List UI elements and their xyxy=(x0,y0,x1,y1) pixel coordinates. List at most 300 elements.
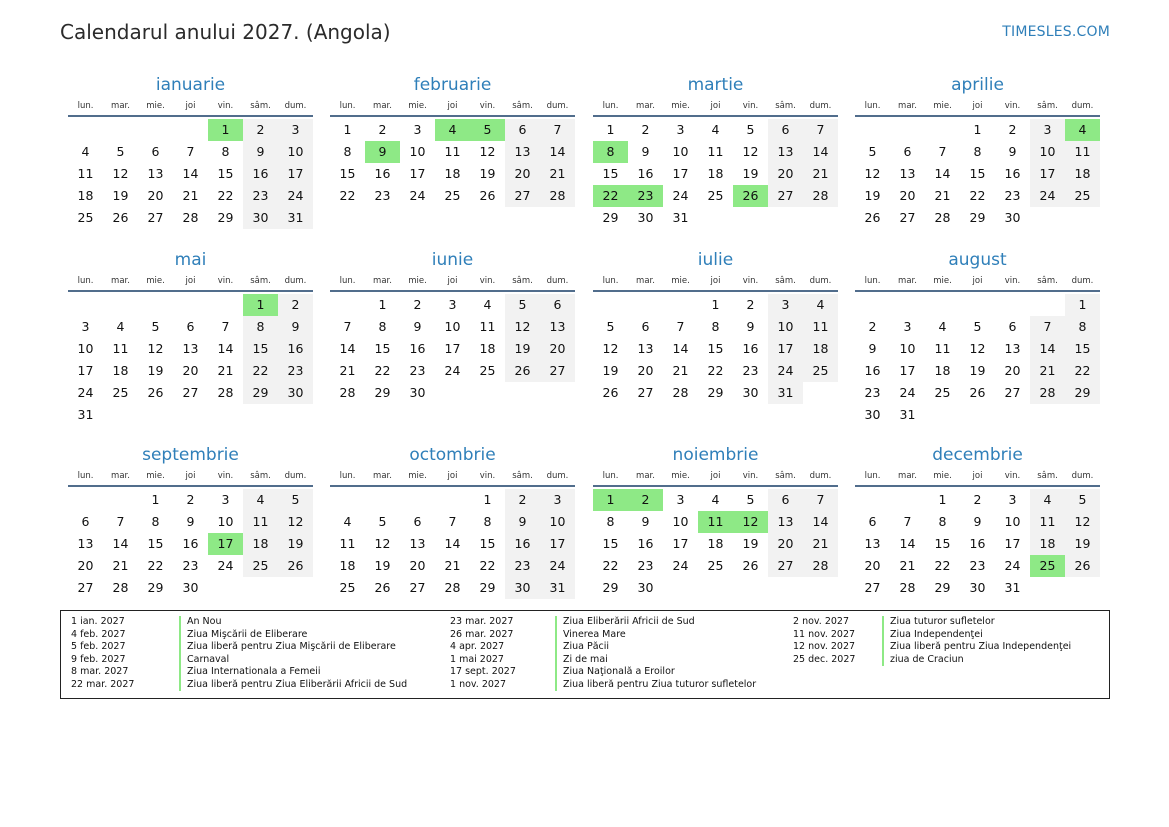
day-cell: 12 xyxy=(479,144,496,159)
day-cell: 22 xyxy=(602,558,619,573)
day-cell: 15 xyxy=(217,166,234,181)
day-cell: 11 xyxy=(444,144,461,159)
day-cell: 12 xyxy=(112,166,129,181)
day-cell: 23 xyxy=(505,555,540,577)
day-cell: 17 xyxy=(208,533,243,555)
weekday-label: sâm. xyxy=(250,276,271,286)
month-title: septembrie xyxy=(142,445,239,465)
days-grid xyxy=(593,487,838,599)
day-cell: 18 xyxy=(1065,163,1100,185)
day-cell: 21 xyxy=(217,363,234,378)
month-ianuarie xyxy=(68,72,313,229)
day-cell: 25 xyxy=(444,188,461,203)
day-cell: 5 xyxy=(470,119,505,141)
legend-holiday-name: Ziua liberă pentru Ziua Eliberării Africii de Sud xyxy=(179,679,407,692)
day-cell: 27 xyxy=(409,580,426,595)
day-cell: 16 xyxy=(637,536,654,551)
weekday-header xyxy=(330,98,575,117)
month-title: februarie xyxy=(413,75,492,95)
day-cell: 10 xyxy=(409,144,426,159)
day-cell: 20 xyxy=(182,363,199,378)
day-cell: 6 xyxy=(1008,319,1017,334)
day-cell: 18 xyxy=(444,166,461,181)
legend-date: 1 nov. 2027 xyxy=(450,678,506,690)
day-cell: 27 xyxy=(505,185,540,207)
empty-cell xyxy=(663,294,698,316)
weekday-label: mar. xyxy=(373,471,392,481)
weekday-label: joi xyxy=(710,471,721,481)
legend-date: 9 feb. 2027 xyxy=(71,653,126,665)
day-cell: 22 xyxy=(1065,360,1100,382)
day-cell: 2 xyxy=(641,122,650,137)
day-cell: 24 xyxy=(217,558,234,573)
weekday-label: dum. xyxy=(546,276,569,286)
empty-cell xyxy=(995,294,1030,316)
legend-holiday-name: Ziua Independenţei xyxy=(882,629,1071,642)
day-cell: 10 xyxy=(1004,514,1021,529)
day-cell: 21 xyxy=(899,558,916,573)
month-iunie xyxy=(330,247,575,404)
day-cell: 9 xyxy=(641,144,650,159)
legend-dates-column xyxy=(71,616,134,691)
weekday-label: dum. xyxy=(284,471,307,481)
day-cell: 30 xyxy=(182,580,199,595)
weekday-header xyxy=(68,468,313,487)
month-title: aprilie xyxy=(951,75,1004,95)
day-cell: 4 xyxy=(483,297,492,312)
weekday-label: mar. xyxy=(111,101,130,111)
day-cell: 19 xyxy=(742,536,759,551)
empty-cell xyxy=(400,489,435,511)
day-cell: 7 xyxy=(938,144,947,159)
day-cell: 17 xyxy=(1030,163,1065,185)
weekday-label: lun. xyxy=(339,276,356,286)
day-cell: 25 xyxy=(243,555,278,577)
day-cell: 16 xyxy=(409,341,426,356)
day-cell: 7 xyxy=(803,489,838,511)
day-cell: 25 xyxy=(707,188,724,203)
month-septembrie xyxy=(68,442,313,599)
day-cell: 17 xyxy=(409,166,426,181)
day-cell: 12 xyxy=(278,511,313,533)
empty-cell xyxy=(173,119,208,141)
weekday-label: joi xyxy=(447,276,458,286)
day-cell: 14 xyxy=(672,341,689,356)
day-cell: 22 xyxy=(969,188,986,203)
day-cell: 4 xyxy=(243,489,278,511)
day-cell: 10 xyxy=(540,511,575,533)
day-cell: 28 xyxy=(182,210,199,225)
day-cell: 2 xyxy=(868,319,877,334)
day-cell: 26 xyxy=(602,385,619,400)
legend-date: 22 mar. 2027 xyxy=(71,678,135,690)
day-cell: 17 xyxy=(278,163,313,185)
day-cell: 2 xyxy=(243,119,278,141)
month-mai xyxy=(68,247,313,426)
legend-date: 8 mar. 2027 xyxy=(71,666,129,677)
day-cell: 21 xyxy=(112,558,129,573)
day-cell: 23 xyxy=(374,188,391,203)
day-cell: 1 xyxy=(378,297,387,312)
weekday-label: sâm. xyxy=(250,471,271,481)
day-cell: 20 xyxy=(409,558,426,573)
legend-holiday-name: Ziua Mişcării de Eliberare xyxy=(179,629,407,642)
day-cell: 14 xyxy=(899,536,916,551)
empty-cell xyxy=(138,119,173,141)
day-cell: 31 xyxy=(278,207,313,229)
day-cell: 23 xyxy=(182,558,199,573)
empty-cell xyxy=(890,489,925,511)
day-cell: 21 xyxy=(1030,360,1065,382)
day-cell: 31 xyxy=(672,210,689,225)
day-cell: 1 xyxy=(1065,294,1100,316)
weekday-label: vin. xyxy=(479,471,496,481)
legend-date: 2 nov. 2027 xyxy=(793,616,849,627)
day-cell: 14 xyxy=(112,536,129,551)
day-cell: 26 xyxy=(505,360,540,382)
month-title: ianuarie xyxy=(155,75,226,95)
day-cell: 7 xyxy=(221,319,230,334)
empty-cell xyxy=(138,294,173,316)
day-cell: 20 xyxy=(864,558,881,573)
days-grid xyxy=(855,292,1100,426)
weekday-label: joi xyxy=(185,276,196,286)
day-cell: 9 xyxy=(505,511,540,533)
day-cell: 18 xyxy=(479,341,496,356)
day-cell: 3 xyxy=(221,492,230,507)
day-cell: 26 xyxy=(733,185,768,207)
day-cell: 24 xyxy=(1004,558,1021,573)
day-cell: 30 xyxy=(278,382,313,404)
day-cell: 2 xyxy=(278,294,313,316)
day-cell: 9 xyxy=(186,514,195,529)
day-cell: 22 xyxy=(217,188,234,203)
weekday-label: joi xyxy=(447,471,458,481)
day-cell: 27 xyxy=(768,185,803,207)
day-cell: 16 xyxy=(182,536,199,551)
weekday-label: mar. xyxy=(111,276,130,286)
empty-cell xyxy=(925,294,960,316)
day-cell: 22 xyxy=(374,363,391,378)
day-cell: 24 xyxy=(77,385,94,400)
weekday-label: vin. xyxy=(742,276,759,286)
day-cell: 15 xyxy=(934,536,951,551)
day-cell: 23 xyxy=(243,185,278,207)
legend-names-column xyxy=(179,616,407,691)
day-cell: 7 xyxy=(343,319,352,334)
weekday-label: mar. xyxy=(898,471,917,481)
day-cell: 21 xyxy=(803,163,838,185)
day-cell: 14 xyxy=(444,536,461,551)
day-cell: 18 xyxy=(707,536,724,551)
month-title: iulie xyxy=(697,250,734,270)
weekday-label: sâm. xyxy=(512,276,533,286)
day-cell: 26 xyxy=(112,210,129,225)
day-cell: 30 xyxy=(409,385,426,400)
day-cell: 22 xyxy=(479,558,496,573)
day-cell: 28 xyxy=(672,385,689,400)
day-cell: 6 xyxy=(151,144,160,159)
day-cell: 8 xyxy=(378,319,387,334)
day-cell: 12 xyxy=(864,166,881,181)
day-cell: 16 xyxy=(742,341,759,356)
day-cell: 27 xyxy=(540,360,575,382)
holiday-legend xyxy=(60,610,1110,699)
legend-holiday-name: ziua de Craciun xyxy=(882,654,1071,667)
day-cell: 21 xyxy=(182,188,199,203)
day-cell: 30 xyxy=(637,580,654,595)
month-februarie xyxy=(330,72,575,207)
day-cell: 13 xyxy=(505,141,540,163)
day-cell: 31 xyxy=(1004,580,1021,595)
day-cell: 2 xyxy=(378,122,387,137)
day-cell: 3 xyxy=(676,122,685,137)
weekday-header xyxy=(855,98,1100,117)
day-cell: 9 xyxy=(973,514,982,529)
day-cell: 4 xyxy=(1065,119,1100,141)
day-cell: 10 xyxy=(672,514,689,529)
weekday-label: sâm. xyxy=(775,276,796,286)
day-cell: 27 xyxy=(637,385,654,400)
day-cell: 7 xyxy=(448,514,457,529)
day-cell: 22 xyxy=(339,188,356,203)
weekday-label: joi xyxy=(972,101,983,111)
day-cell: 19 xyxy=(112,188,129,203)
empty-cell xyxy=(365,489,400,511)
month-title: martie xyxy=(687,75,744,95)
day-cell: 18 xyxy=(243,533,278,555)
day-cell: 24 xyxy=(409,188,426,203)
legend-holiday-name: Ziua Eliberării Africii de Sud xyxy=(555,616,756,629)
month-title: august xyxy=(948,250,1007,270)
day-cell: 23 xyxy=(278,360,313,382)
weekday-header xyxy=(330,273,575,292)
day-cell: 17 xyxy=(1004,536,1021,551)
day-cell: 22 xyxy=(593,185,628,207)
day-cell: 9 xyxy=(243,141,278,163)
day-cell: 9 xyxy=(1008,144,1017,159)
day-cell: 16 xyxy=(243,163,278,185)
legend-date: 1 ian. 2027 xyxy=(71,616,125,627)
day-cell: 25 xyxy=(707,558,724,573)
day-cell: 20 xyxy=(505,163,540,185)
weekday-label: vin. xyxy=(479,276,496,286)
weekday-label: lun. xyxy=(602,276,619,286)
days-grid xyxy=(330,487,575,599)
day-cell: 18 xyxy=(339,558,356,573)
legend-dates-column xyxy=(450,616,516,691)
day-cell: 8 xyxy=(151,514,160,529)
legend-holiday-name: Ziua tuturor sufletelor xyxy=(882,616,1071,629)
day-cell: 10 xyxy=(899,341,916,356)
day-cell: 6 xyxy=(186,319,195,334)
empty-cell xyxy=(208,294,243,316)
weekday-label: sâm. xyxy=(250,101,271,111)
day-cell: 22 xyxy=(147,558,164,573)
day-cell: 31 xyxy=(77,407,94,422)
day-cell: 11 xyxy=(698,511,733,533)
day-cell: 24 xyxy=(1030,185,1065,207)
day-cell: 11 xyxy=(1030,511,1065,533)
month-iulie xyxy=(593,247,838,404)
day-cell: 2 xyxy=(973,492,982,507)
weekday-label: vin. xyxy=(1004,471,1021,481)
day-cell: 23 xyxy=(969,558,986,573)
day-cell: 19 xyxy=(742,166,759,181)
weekday-label: vin. xyxy=(1004,276,1021,286)
weekday-label: mie. xyxy=(671,471,690,481)
day-cell: 22 xyxy=(243,360,278,382)
brand-link[interactable]: TIMESLES.COM xyxy=(1002,24,1110,40)
day-cell: 17 xyxy=(672,166,689,181)
weekday-header xyxy=(330,468,575,487)
legend-dates-column xyxy=(793,616,855,666)
day-cell: 4 xyxy=(1030,489,1065,511)
day-cell: 12 xyxy=(505,316,540,338)
day-cell: 5 xyxy=(151,319,160,334)
day-cell: 14 xyxy=(1030,338,1065,360)
day-cell: 29 xyxy=(147,580,164,595)
weekday-label: mie. xyxy=(146,101,165,111)
legend-names-column xyxy=(882,616,1071,666)
day-cell: 21 xyxy=(672,363,689,378)
weekday-label: dum. xyxy=(809,101,832,111)
day-cell: 10 xyxy=(1030,141,1065,163)
month-title: mai xyxy=(174,250,207,270)
month-decembrie xyxy=(855,442,1100,599)
day-cell: 11 xyxy=(479,319,496,334)
day-cell: 2 xyxy=(186,492,195,507)
day-cell: 27 xyxy=(899,210,916,225)
day-cell: 6 xyxy=(868,514,877,529)
day-cell: 20 xyxy=(1004,363,1021,378)
day-cell: 18 xyxy=(803,338,838,360)
day-cell: 19 xyxy=(864,188,881,203)
day-cell: 13 xyxy=(864,536,881,551)
day-cell: 15 xyxy=(339,166,356,181)
day-cell: 26 xyxy=(278,555,313,577)
weekday-label: mie. xyxy=(146,276,165,286)
weekday-label: joi xyxy=(972,276,983,286)
weekday-label: dum. xyxy=(809,276,832,286)
weekday-label: vin. xyxy=(1004,101,1021,111)
day-cell: 30 xyxy=(243,207,278,229)
day-cell: 5 xyxy=(746,122,755,137)
day-cell: 3 xyxy=(540,489,575,511)
day-cell: 6 xyxy=(505,119,540,141)
days-grid xyxy=(68,292,313,426)
day-cell: 25 xyxy=(112,385,129,400)
day-cell: 8 xyxy=(483,514,492,529)
day-cell: 31 xyxy=(768,382,803,404)
day-cell: 7 xyxy=(1030,316,1065,338)
day-cell: 1 xyxy=(243,294,278,316)
weekday-label: lun. xyxy=(339,101,356,111)
day-cell: 15 xyxy=(1065,338,1100,360)
day-cell: 6 xyxy=(540,294,575,316)
day-cell: 26 xyxy=(1065,555,1100,577)
weekday-label: vin. xyxy=(217,471,234,481)
weekday-label: mie. xyxy=(146,471,165,481)
day-cell: 26 xyxy=(147,385,164,400)
weekday-label: mie. xyxy=(671,276,690,286)
weekday-label: mie. xyxy=(933,276,952,286)
day-cell: 24 xyxy=(278,185,313,207)
days-grid xyxy=(855,117,1100,229)
legend-holiday-name: Ziua liberă pentru Ziua Mişcării de Eliberare xyxy=(179,641,407,654)
weekday-label: joi xyxy=(447,101,458,111)
day-cell: 3 xyxy=(903,319,912,334)
day-cell: 3 xyxy=(413,122,422,137)
legend-holiday-name: Zi de mai xyxy=(555,654,756,667)
day-cell: 16 xyxy=(374,166,391,181)
empty-cell xyxy=(593,294,628,316)
day-cell: 5 xyxy=(505,294,540,316)
day-cell: 15 xyxy=(969,166,986,181)
weekday-header xyxy=(855,273,1100,292)
day-cell: 12 xyxy=(969,341,986,356)
day-cell: 14 xyxy=(182,166,199,181)
day-cell: 5 xyxy=(973,319,982,334)
day-cell: 31 xyxy=(540,577,575,599)
day-cell: 24 xyxy=(768,360,803,382)
empty-cell xyxy=(68,489,103,511)
day-cell: 9 xyxy=(641,514,650,529)
weekday-label: joi xyxy=(710,101,721,111)
day-cell: 22 xyxy=(707,363,724,378)
day-cell: 26 xyxy=(864,210,881,225)
day-cell: 16 xyxy=(1004,166,1021,181)
day-cell: 30 xyxy=(742,385,759,400)
day-cell: 10 xyxy=(768,316,803,338)
weekday-label: dum. xyxy=(284,101,307,111)
weekday-label: sâm. xyxy=(512,471,533,481)
day-cell: 30 xyxy=(505,577,540,599)
day-cell: 19 xyxy=(1065,533,1100,555)
day-cell: 26 xyxy=(374,580,391,595)
weekday-label: sâm. xyxy=(1037,276,1058,286)
weekday-header xyxy=(593,273,838,292)
day-cell: 13 xyxy=(1004,341,1021,356)
legend-date: 26 mar. 2027 xyxy=(450,628,514,640)
day-cell: 17 xyxy=(540,533,575,555)
day-cell: 29 xyxy=(602,580,619,595)
day-cell: 5 xyxy=(606,319,615,334)
empty-cell xyxy=(330,294,365,316)
day-cell: 28 xyxy=(444,580,461,595)
day-cell: 7 xyxy=(186,144,195,159)
day-cell: 23 xyxy=(1004,188,1021,203)
day-cell: 28 xyxy=(112,580,129,595)
day-cell: 10 xyxy=(444,319,461,334)
day-cell: 12 xyxy=(1065,511,1100,533)
empty-cell xyxy=(628,294,663,316)
day-cell: 1 xyxy=(973,122,982,137)
day-cell: 10 xyxy=(672,144,689,159)
day-cell: 22 xyxy=(934,558,951,573)
day-cell: 1 xyxy=(938,492,947,507)
month-aprilie xyxy=(855,72,1100,229)
day-cell: 13 xyxy=(147,166,164,181)
day-cell: 7 xyxy=(803,119,838,141)
day-cell: 29 xyxy=(1065,382,1100,404)
day-cell: 11 xyxy=(707,144,724,159)
day-cell: 4 xyxy=(116,319,125,334)
day-cell: 15 xyxy=(707,341,724,356)
empty-cell xyxy=(68,294,103,316)
empty-cell xyxy=(855,294,890,316)
day-cell: 16 xyxy=(278,338,313,360)
